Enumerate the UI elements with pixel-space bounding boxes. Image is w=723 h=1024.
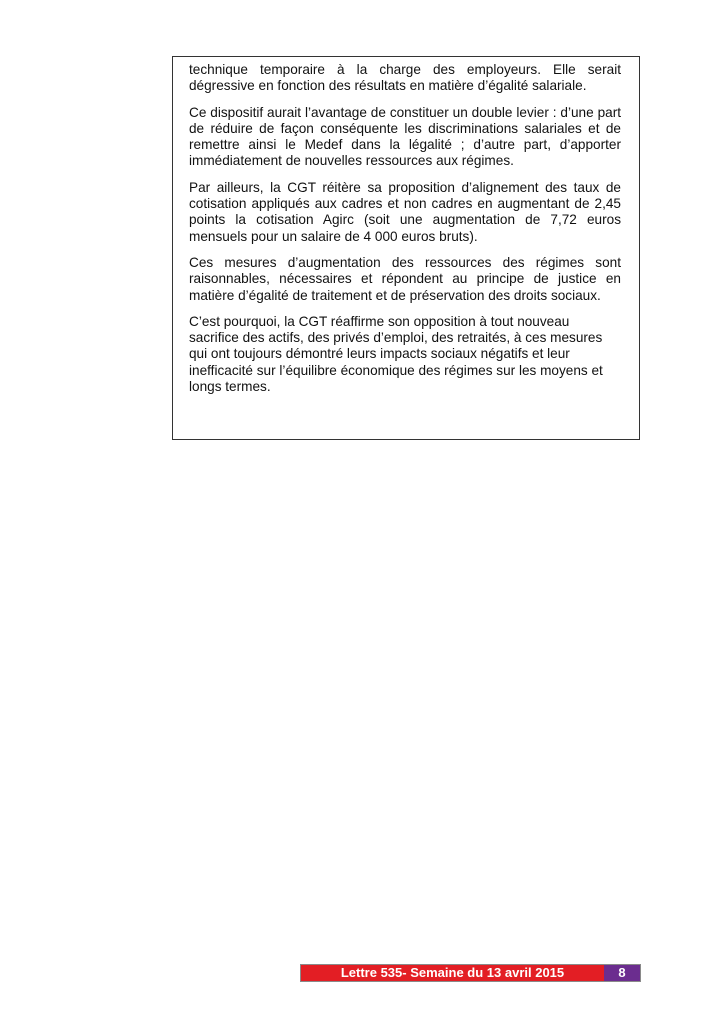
- paragraph-4: Ces mesures d’augmentation des ressources des régimes sont raisonnables, nécessaires et répondent au principe de justice en matière d’égalité de traitement et de préservation des droits sociaux.: [189, 254, 621, 303]
- boxed-text-section: [172, 56, 640, 440]
- paragraph-3: Par ailleurs, la CGT réitère sa proposition d’alignement des taux de cotisation appliqués aux cadres et non cadres en augmentant de 2,45 points la cotisation Agirc (soit une augmentation de 7,72 euros mensuels pour un salaire de 4 000 euros bruts).: [189, 179, 621, 244]
- footer-title: Lettre 535- Semaine du 13 avril 2015: [301, 965, 604, 981]
- paragraph-2: Ce dispositif aurait l’avantage de constituer un double levier : d’une part de réduire de façon conséquente les discriminations salariales et de remettre ainsi le Medef dans la légalité ; d’autre part, d’apporter immédiatement de nouvelles ressources aux régimes.: [189, 104, 621, 169]
- page-number: 8: [604, 965, 640, 981]
- paragraph-1: technique temporaire à la charge des employeurs. Elle serait dégressive en fonction des résultats en matière d’égalité salariale.: [189, 62, 621, 94]
- page-footer: [300, 964, 641, 982]
- paragraph-5: C’est pourquoi, la CGT réaffirme son opposition à tout nouveau sacrifice des actifs, des privés d’emploi, des retraités, à ces mesures qui ont toujours démontré leurs impacts sociaux négatifs et leur inefficacité sur l’équilibre économique des régimes sur les moyens et longs termes.: [189, 313, 603, 395]
